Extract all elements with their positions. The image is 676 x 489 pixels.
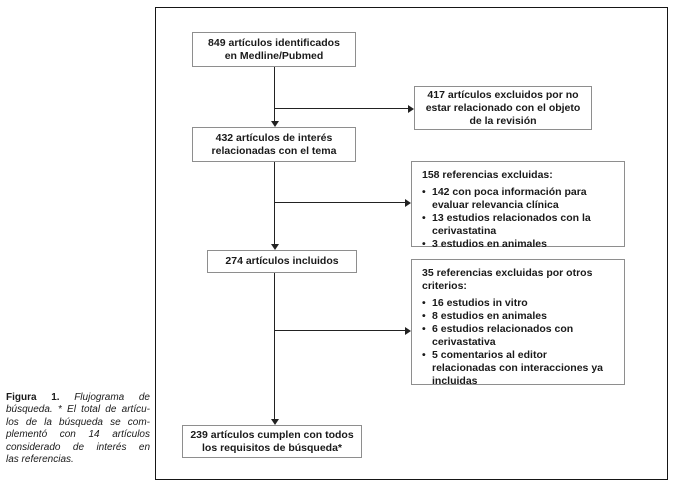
box-text-line: 274 artículos incluidos [225, 255, 339, 267]
list-item [422, 310, 618, 323]
box-text-line: relacionadas con el tema [211, 144, 337, 157]
arrow-down-icon [271, 121, 279, 127]
bullet-icon [422, 349, 432, 388]
connector-line-branch-2 [274, 202, 405, 203]
connector-line-vertical-1 [274, 67, 275, 121]
bullet-text-line: 8 estudios en animales [432, 310, 547, 322]
list-item [422, 212, 618, 238]
caption-line: plementó con 14 artículos [6, 429, 150, 441]
box-text-line: de la revisión [469, 114, 537, 127]
bullet-icon [422, 310, 432, 323]
bullet-text-line: cerivastatina [432, 225, 497, 237]
caption-line: las referencias. [6, 454, 74, 466]
bullet-icon [422, 212, 432, 238]
bullet-text-line: 3 estudios en animales [432, 238, 547, 250]
box-title: criterios: [422, 280, 467, 292]
flow-box-excluded-not-related [414, 86, 592, 130]
flow-box-articles-identified [192, 32, 356, 67]
caption-line: búsqueda. * El total de artícu- [6, 404, 150, 416]
caption-line: considerado de interés en [6, 441, 150, 453]
arrow-right-icon [405, 199, 411, 207]
bullet-list [422, 186, 618, 251]
bullet-text-line: 6 estudios relacionados con [432, 323, 574, 335]
connector-line-branch-3 [274, 330, 405, 331]
box-text-line: estar relacionado con el objeto [425, 101, 581, 114]
list-item [422, 349, 618, 388]
box-text-line: 239 artículos cumplen con todos [190, 428, 354, 441]
list-item [422, 323, 618, 349]
connector-line-vertical-3 [274, 273, 275, 419]
bullet-text-line: 142 con poca información para [432, 186, 587, 198]
list-item [422, 297, 618, 310]
bullet-text-line: incluidas [432, 375, 478, 387]
arrow-right-icon [405, 327, 411, 335]
bullet-text-line: 5 comentarios al editor [432, 349, 547, 361]
caption-line: los de la búsqueda se com- [6, 416, 150, 428]
box-title: 158 referencias excluidas: [422, 169, 553, 181]
flow-box-articles-of-interest [192, 127, 356, 162]
list-item [422, 186, 618, 212]
bullet-icon [422, 186, 432, 212]
arrow-down-icon [271, 244, 279, 250]
box-text-line: en Medline/Pubmed [224, 49, 324, 62]
flow-box-references-excluded [411, 161, 625, 250]
connector-line-branch-1 [274, 108, 408, 109]
flow-box-excluded-other-criteria [411, 259, 625, 385]
flow-box-articles-meeting-criteria [182, 425, 362, 458]
bullet-text-line: relacionadas con interacciones ya [432, 362, 603, 374]
bullet-icon [422, 323, 432, 349]
bullet-text-line: cerivastativa [432, 336, 496, 348]
bullet-text-line: 16 estudios in vitro [432, 297, 528, 309]
bullet-icon [422, 238, 432, 251]
bullet-text-line: evaluar relevancia clínica [432, 199, 559, 211]
arrow-right-icon [408, 105, 414, 113]
list-item [422, 238, 618, 251]
caption-figure-label: Figura 1. [6, 392, 60, 403]
bullet-text-line: 13 estudios relacionados con la [432, 212, 591, 224]
bullet-list [422, 297, 618, 388]
arrow-down-icon [271, 419, 279, 425]
box-text-line: 849 artículos identificados [208, 36, 340, 49]
box-text-line: los requisitos de búsqueda* [201, 441, 343, 454]
figure-caption [6, 392, 150, 466]
box-text-line: 432 artículos de interés [215, 131, 333, 144]
caption-line [6, 392, 150, 404]
caption-text: Flujograma de [74, 392, 150, 403]
flow-box-articles-included [207, 250, 357, 273]
bullet-icon [422, 297, 432, 310]
box-text-line: 417 artículos excluidos por no [427, 88, 579, 101]
box-title: 35 referencias excluidas por otros [422, 267, 593, 279]
